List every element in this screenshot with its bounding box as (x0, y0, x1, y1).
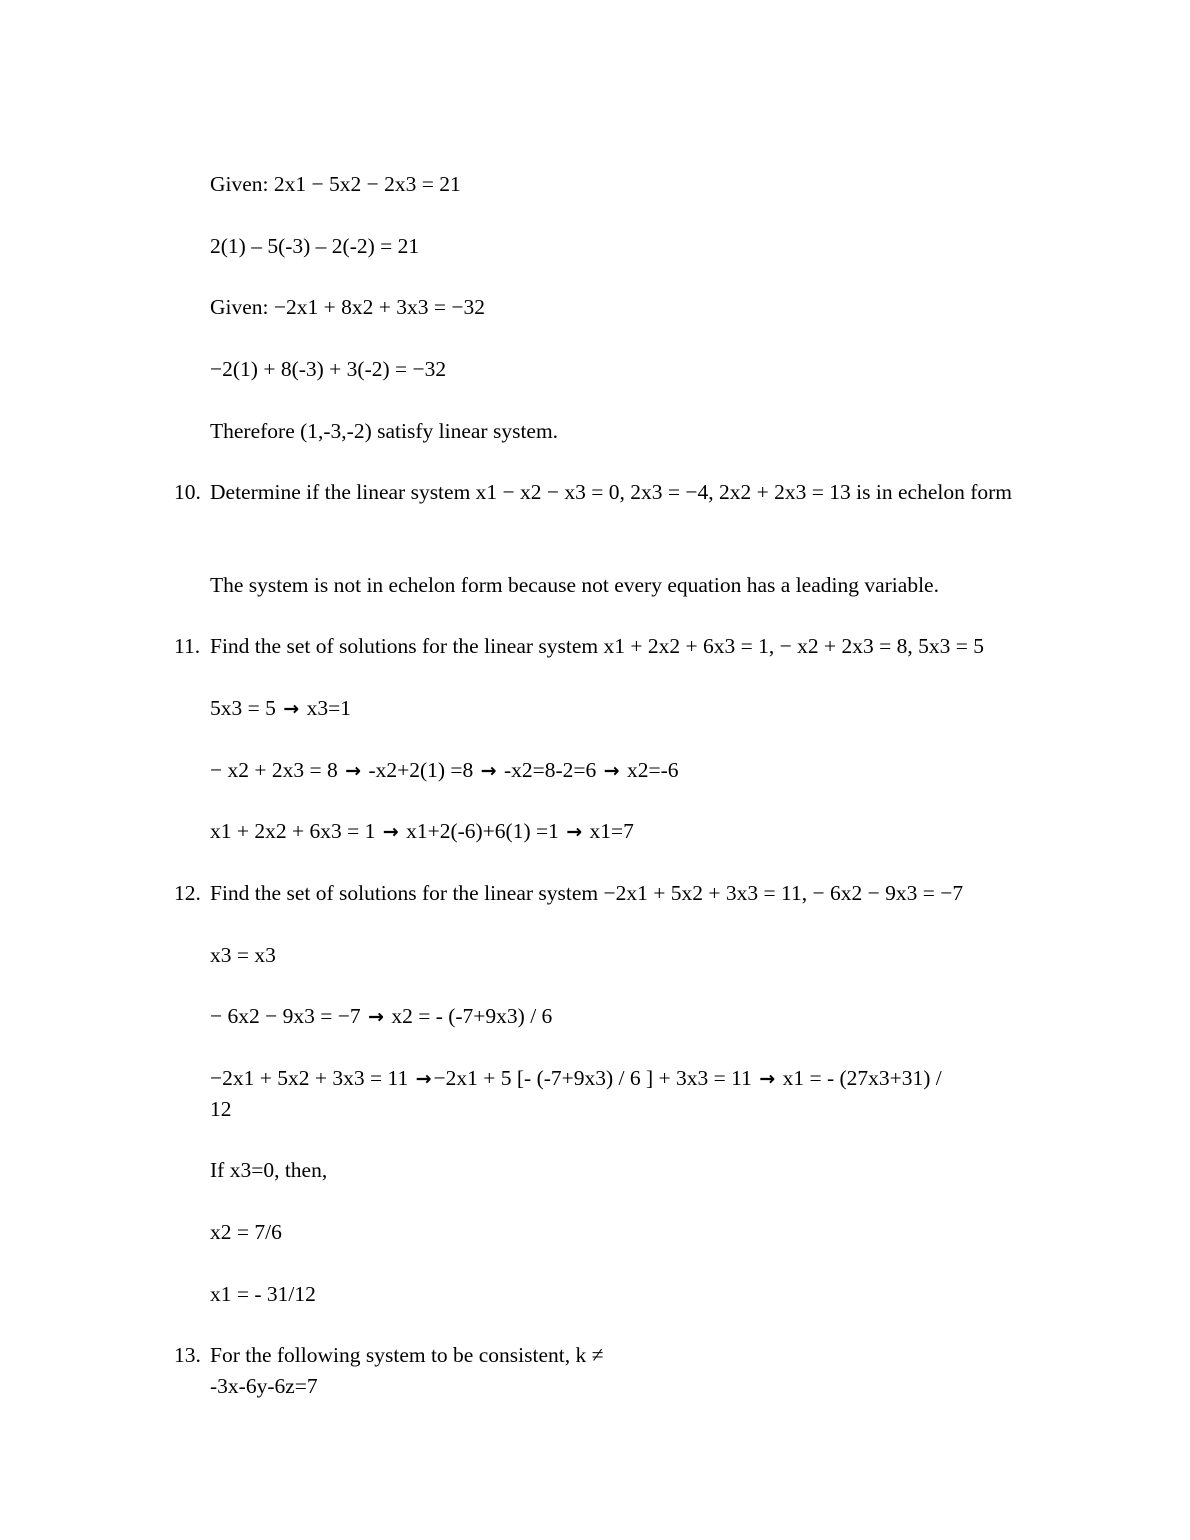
q12-step-3 (210, 1063, 942, 1095)
q12-if-line: If x3=0, then, (210, 1158, 328, 1182)
q11-step-2-part: − x2 + 2x3 = 8 (210, 758, 338, 782)
q13-equation-1: -3x-6y-6z=7 (210, 1374, 318, 1398)
q12-step-1: x3 = x3 (210, 943, 276, 967)
q12-step-2 (210, 1001, 552, 1033)
check-equation-1: 2(1) – 5(-3) – 2(-2) = 21 (210, 234, 420, 258)
q12-x2-value: x2 = 7/6 (210, 1220, 282, 1244)
right-arrow-icon: → (603, 760, 620, 782)
question-number-12: 12. (174, 881, 201, 905)
q11-step-1 (210, 693, 351, 725)
question-11-text: Find the set of solutions for the linear system x1 + 2x2 + 6x3 = 1, − x2 + 2x3 = 8, 5x3 = 5 (210, 634, 985, 658)
question-10-answer: The system is not in echelon form because not every equation has a leading variable. (210, 573, 939, 597)
right-arrow-icon: → (368, 1006, 384, 1028)
q11-step-2 (210, 755, 679, 787)
right-arrow-icon: → (415, 1068, 432, 1090)
right-arrow-icon: → (566, 821, 583, 843)
q11-step-2-part: x2=-6 (626, 758, 679, 782)
q11-step-1-part: 5x3 = 5 (210, 696, 276, 720)
right-arrow-icon: → (345, 760, 362, 782)
q11-step-3-part: x1=7 (589, 819, 634, 843)
right-arrow-icon: → (480, 760, 497, 782)
check-equation-2: −2(1) + 8(-3) + 3(-2) = −32 (210, 357, 447, 381)
question-number-11: 11. (174, 634, 201, 658)
q12-step-3-part: x1 = - (27x3+31) / (782, 1066, 942, 1090)
question-10-text: Determine if the linear system x1 − x2 − x3 = 0, 2x3 = −4, 2x2 + 2x3 = 13 is in echelon form (210, 480, 1013, 504)
question-number-13: 13. (174, 1343, 201, 1367)
q11-step-2-part: -x2=8-2=6 (503, 758, 597, 782)
q12-step-2-part: x2 = - (-7+9x3) / 6 (391, 1004, 553, 1028)
question-12-text: Find the set of solutions for the linear system −2x1 + 5x2 + 3x3 = 11, − 6x2 − 9x3 = −7 (210, 881, 964, 905)
q12-x1-value: x1 = - 31/12 (210, 1282, 316, 1306)
question-13-text: For the following system to be consistent, k ≠ (210, 1343, 604, 1367)
right-arrow-icon: → (283, 698, 300, 720)
q12-step-3-continued: 12 (210, 1097, 232, 1121)
conclusion-text: Therefore (1,-3,-2) satisfy linear system. (210, 419, 559, 443)
q11-step-2-part: -x2+2(1) =8 (368, 758, 474, 782)
given-equation-1: Given: 2x1 − 5x2 − 2x3 = 21 (210, 172, 461, 196)
q12-step-3-part: −2x1 + 5 [- (-7+9x3) / 6 ] + 3x3 = 11 (433, 1066, 752, 1090)
right-arrow-icon: → (759, 1068, 776, 1090)
given-equation-2: Given: −2x1 + 8x2 + 3x3 = −32 (210, 295, 486, 319)
q11-step-1-part: x3=1 (306, 696, 351, 720)
q11-step-3-part: x1+2(-6)+6(1) =1 (406, 819, 559, 843)
q11-step-3-part: x1 + 2x2 + 6x3 = 1 (210, 819, 376, 843)
question-number-10: 10. (174, 480, 201, 504)
q12-step-3-part: −2x1 + 5x2 + 3x3 = 11 (210, 1066, 409, 1090)
right-arrow-icon: → (382, 821, 399, 843)
q11-step-3 (210, 816, 634, 848)
q12-step-2-part: − 6x2 − 9x3 = −7 (210, 1004, 361, 1028)
